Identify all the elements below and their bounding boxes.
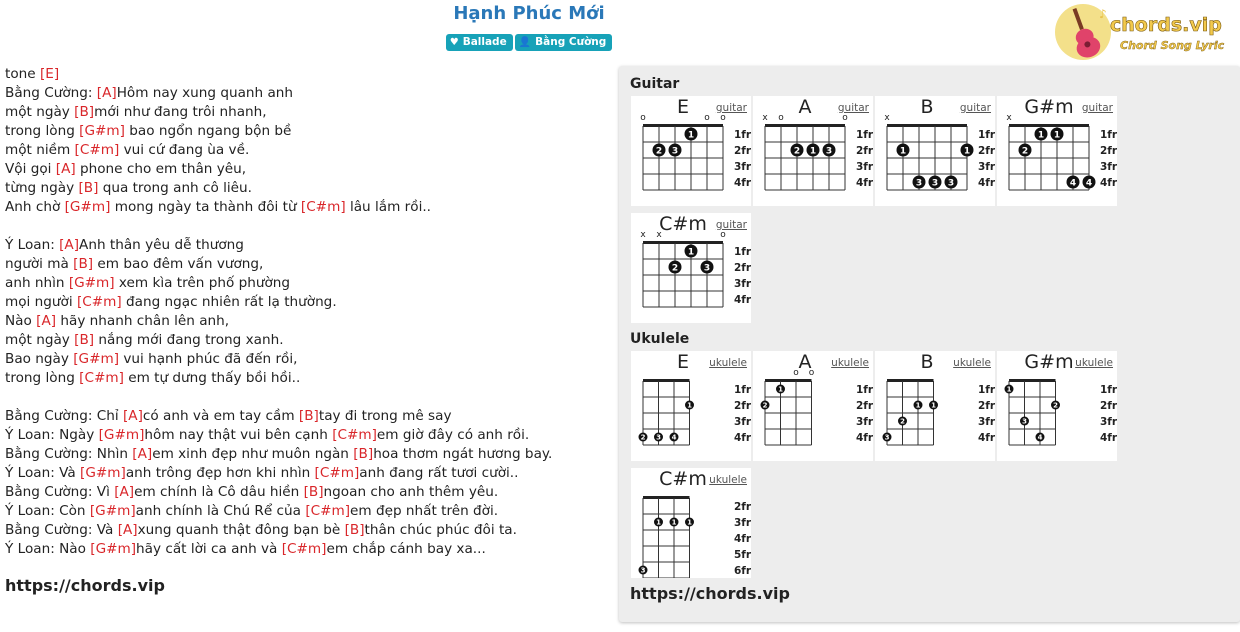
- lyric-text: lâu lắm rồi..: [345, 199, 431, 215]
- chord-link[interactable]: [C#m]: [332, 427, 377, 443]
- lyric-text: anh chính là Chú Rể của: [135, 503, 306, 519]
- lyric-text: em giờ đây có anh rồi.: [376, 427, 530, 443]
- chord-link[interactable]: [G#m]: [79, 123, 125, 139]
- chord-link[interactable]: [A]: [123, 408, 143, 424]
- lyric-text: em xinh đẹp như muôn ngàn: [152, 446, 354, 462]
- fret-label: 1fr: [734, 246, 751, 258]
- chord-link[interactable]: [B]: [78, 180, 99, 196]
- muted-string-mark: x: [762, 113, 768, 123]
- lyric-text: hãy nhanh chân lên anh,: [56, 313, 230, 329]
- chord-type-link[interactable]: guitar: [715, 219, 747, 231]
- guitar-chord-card[interactable]: [997, 96, 1117, 206]
- lyric-text: hôm nay thật vui bên cạnh: [144, 427, 333, 443]
- finger-number: 1: [656, 518, 661, 527]
- fret-label: 2fr: [856, 145, 873, 157]
- lyric-text: tone: [5, 66, 40, 82]
- fret-label: 2fr: [978, 145, 995, 157]
- lyric-text: trong lòng: [5, 123, 80, 139]
- lyric-line: [5, 217, 605, 236]
- lyric-text: Nào: [5, 313, 37, 329]
- lyric-line: [5, 274, 605, 293]
- fret-label: 1fr: [1100, 384, 1117, 396]
- chord-link[interactable]: [G#m]: [68, 275, 115, 291]
- finger-number: 2: [900, 417, 905, 426]
- open-string-mark: o: [704, 113, 710, 123]
- finger-number: 2: [1053, 401, 1058, 410]
- ukulele-chord-card[interactable]: [631, 351, 751, 461]
- chord-type-link[interactable]: guitar: [959, 102, 991, 114]
- chord-name: C#m: [659, 213, 707, 235]
- lyric-text: từng ngày: [5, 180, 79, 196]
- lyric-text: Bằng Cường: Nhìn: [5, 446, 133, 462]
- lyrics-body: [5, 65, 605, 559]
- lyric-text: em tự dưng thấy bồi hồi..: [123, 370, 301, 386]
- lyric-text: anh đang rất tươi cười..: [359, 465, 519, 481]
- finger-number: 3: [931, 178, 939, 189]
- fret-label: 3fr: [734, 517, 751, 529]
- lyric-line: [5, 141, 605, 160]
- fret-label: 1fr: [978, 129, 995, 141]
- site-logo[interactable]: [1054, 3, 1234, 61]
- chord-link[interactable]: [B]: [74, 332, 95, 348]
- nut: [887, 379, 934, 382]
- nut: [643, 124, 723, 127]
- open-string-mark: o: [720, 113, 726, 123]
- panel-site-url[interactable]: https://chords.vip: [630, 584, 790, 603]
- fret-label: 4fr: [734, 533, 751, 545]
- chord-link[interactable]: [A]: [96, 85, 117, 101]
- fret-label: 3fr: [734, 278, 751, 290]
- lyric-text: một ngày: [5, 332, 75, 348]
- chord-link[interactable]: [B]: [74, 104, 95, 120]
- chord-link[interactable]: [C#m]: [76, 294, 122, 310]
- chord-name: A: [798, 351, 812, 373]
- lyric-text: tay đi trong mê say: [318, 408, 452, 424]
- tag-list: [0, 34, 1058, 51]
- chord-type-link[interactable]: ukulele: [709, 357, 747, 369]
- fret-label: 4fr: [734, 294, 751, 306]
- fret-label: 4fr: [856, 432, 873, 444]
- finger-number: 3: [671, 146, 679, 157]
- lyrics-site-url[interactable]: https://chords.vip: [5, 576, 165, 595]
- ukulele-chord-card[interactable]: [875, 351, 995, 461]
- chord-link[interactable]: [B]: [303, 484, 324, 500]
- finger-number: 1: [687, 401, 692, 410]
- finger-number: 1: [778, 385, 783, 394]
- lyric-line: [5, 255, 605, 274]
- chord-link[interactable]: [B]: [344, 522, 365, 538]
- fret-label: 2fr: [734, 262, 751, 274]
- open-string-mark: o: [640, 113, 646, 123]
- finger-number: 1: [687, 247, 695, 258]
- lyric-text: đang ngạc nhiên rất lạ thường.: [121, 294, 337, 310]
- chord-link[interactable]: [G#m]: [90, 541, 137, 557]
- finger-number: 1: [899, 146, 907, 157]
- finger-number: 4: [1069, 178, 1077, 189]
- chord-type-link[interactable]: guitar: [1081, 102, 1113, 114]
- lyric-text: qua trong anh cô liêu.: [98, 180, 252, 196]
- chord-type-link[interactable]: guitar: [837, 102, 869, 114]
- finger-number: 1: [931, 401, 936, 410]
- lyric-line: [5, 293, 605, 312]
- fret-label: 4fr: [734, 177, 751, 189]
- tag-singer[interactable]: [515, 34, 613, 51]
- chord-link[interactable]: [G#m]: [64, 199, 111, 215]
- fret-label: 2fr: [856, 400, 873, 412]
- lyric-text: Hôm nay xung quanh anh: [116, 85, 294, 101]
- chord-type-link[interactable]: ukulele: [709, 474, 747, 486]
- chord-link[interactable]: [G#m]: [98, 427, 145, 443]
- finger-number: 1: [1006, 385, 1012, 394]
- lyric-text: vui cứ đang ùa về.: [119, 142, 250, 158]
- finger-number: 1: [671, 518, 677, 527]
- chord-name: A: [798, 96, 812, 118]
- lyric-line: [5, 464, 605, 483]
- finger-number: 2: [1021, 146, 1029, 157]
- fret-label: 3fr: [856, 416, 873, 428]
- fret-label: 6fr: [734, 565, 751, 577]
- lyric-text: vui hạnh phúc đã đến rồi,: [119, 351, 298, 367]
- finger-number: 3: [1022, 417, 1027, 426]
- lyric-text: em bao đêm vấn vương,: [93, 256, 264, 272]
- chord-link[interactable]: [C#m]: [300, 199, 346, 215]
- lyric-text: mọi người: [5, 294, 77, 310]
- fret-label: 1fr: [1100, 129, 1117, 141]
- lyric-line: [5, 84, 605, 103]
- lyric-text: Vội gọi: [5, 161, 56, 177]
- chord-link[interactable]: [G#m]: [73, 351, 120, 367]
- nut: [765, 379, 812, 382]
- lyric-text: Anh thân yêu dễ thương: [79, 237, 244, 253]
- guitar-heading: Guitar: [630, 76, 680, 92]
- finger-number: 3: [884, 433, 890, 442]
- lyric-line: [5, 236, 605, 255]
- lyric-line: [5, 369, 605, 388]
- fret-label: 3fr: [1100, 416, 1117, 428]
- fret-label: 2fr: [734, 501, 751, 513]
- finger-number: 2: [671, 263, 679, 274]
- lyric-text: bao ngổn ngang bộn bề: [124, 123, 292, 139]
- ukulele-chord-card[interactable]: [997, 351, 1117, 461]
- chord-link[interactable]: [A]: [132, 446, 153, 462]
- lyric-text: anh nhìn: [5, 275, 69, 291]
- chord-link[interactable]: [C#m]: [74, 142, 120, 158]
- lyric-text: em chính là Cô dâu hiền: [134, 484, 304, 500]
- fret-label: 1fr: [734, 384, 751, 396]
- chord-type-link[interactable]: ukulele: [1075, 357, 1113, 369]
- chord-type-link[interactable]: guitar: [715, 102, 747, 114]
- guitar-logo-icon: [1054, 3, 1234, 61]
- tag-genre-label: Ballade: [462, 36, 507, 48]
- lyric-text: một niềm: [5, 142, 75, 158]
- nut: [1009, 379, 1056, 382]
- lyric-line: [5, 426, 605, 445]
- lyric-text: mới như đang trôi nhanh,: [94, 104, 267, 120]
- nut: [643, 496, 690, 499]
- chord-link[interactable]: [B]: [73, 256, 94, 272]
- finger-number: 2: [762, 401, 768, 410]
- lyric-text: người mà: [5, 256, 74, 272]
- chord-name: E: [676, 351, 689, 373]
- lyric-text: có anh và em tay cầm: [142, 408, 299, 424]
- chord-link[interactable]: [C#m]: [314, 465, 360, 481]
- fret-label: 4fr: [1100, 432, 1117, 444]
- chord-link[interactable]: [B]: [298, 408, 319, 424]
- lyric-text: Ý Loan: Ngày: [5, 427, 99, 443]
- fret-label: 4fr: [978, 432, 995, 444]
- fret-label: 2fr: [1100, 145, 1117, 157]
- lyric-text: thân chúc phúc đôi ta.: [364, 522, 517, 538]
- nut: [887, 124, 967, 127]
- open-string-mark: o: [778, 113, 784, 123]
- lyric-text: Ý Loan: Còn: [5, 503, 90, 519]
- lyric-text: Ý Loan:: [5, 237, 60, 253]
- chord-type-link[interactable]: ukulele: [953, 357, 991, 369]
- fret-label: 2fr: [978, 400, 995, 412]
- ukulele-chord-card[interactable]: [631, 468, 751, 578]
- lyric-text: Bao ngày: [5, 351, 74, 367]
- lyric-line: [5, 312, 605, 331]
- fret-label: 3fr: [1100, 161, 1117, 173]
- lyric-line: [5, 350, 605, 369]
- finger-number: 4: [671, 433, 677, 442]
- lyric-text: em chắp cánh bay xa...: [326, 541, 486, 557]
- nut: [1009, 124, 1089, 127]
- chord-link[interactable]: [C#m]: [79, 370, 124, 386]
- lyric-text: trong lòng: [5, 370, 80, 386]
- svg-text:chords.vip: chords.vip: [1110, 14, 1222, 36]
- finger-number: 1: [809, 146, 817, 157]
- chord-link[interactable]: [G#m]: [89, 503, 136, 519]
- lyric-line: [5, 502, 605, 521]
- lyric-text: Anh chờ: [5, 199, 65, 215]
- guitar-chord-card[interactable]: [631, 213, 751, 323]
- chord-name: B: [920, 96, 934, 118]
- user-icon: 👤: [518, 37, 532, 48]
- guitar-chord-card[interactable]: [875, 96, 995, 206]
- fret-label: 1fr: [856, 384, 873, 396]
- finger-number: 1: [687, 518, 692, 527]
- lyric-line: [5, 540, 605, 559]
- open-string-mark: o: [808, 368, 815, 378]
- tag-singer-label: Bằng Cường: [535, 36, 607, 48]
- chord-link[interactable]: [A]: [36, 313, 57, 329]
- fret-label: 3fr: [856, 161, 873, 173]
- lyric-text: mong ngày ta thành đôi từ: [110, 199, 301, 215]
- chord-name: G#m: [1024, 96, 1074, 118]
- fret-label: 4fr: [1100, 177, 1117, 189]
- svg-text:Chord Song Lyric: Chord Song Lyric: [1120, 39, 1225, 52]
- lyric-line: [5, 445, 605, 464]
- fret-label: 4fr: [856, 177, 873, 189]
- lyric-text: anh trông đẹp hơn khi nhìn: [125, 465, 315, 481]
- fret-label: 5fr: [734, 549, 751, 561]
- lyric-text: Bằng Cường: Và: [5, 522, 118, 538]
- lyric-line: [5, 65, 605, 84]
- fret-label: 4fr: [734, 432, 751, 444]
- finger-number: 1: [1037, 130, 1045, 141]
- lyric-line: [5, 179, 605, 198]
- lyric-line: [5, 483, 605, 502]
- lyric-text: Bằng Cường: Chỉ: [5, 408, 123, 424]
- chord-name: B: [920, 351, 934, 373]
- chord-link[interactable]: [C#m]: [305, 503, 351, 519]
- nut: [643, 379, 690, 382]
- lyric-text: ngoan cho anh thêm yêu.: [323, 484, 499, 500]
- finger-number: 3: [947, 178, 955, 189]
- chord-link[interactable]: [A]: [59, 237, 80, 253]
- fret-label: 3fr: [978, 161, 995, 173]
- svg-text:♪: ♪: [1099, 7, 1107, 21]
- finger-number: 3: [825, 146, 833, 157]
- lyric-line: [5, 331, 605, 350]
- chord-link[interactable]: [E]: [39, 66, 60, 82]
- finger-number: 1: [963, 146, 971, 157]
- fret-label: 1fr: [734, 129, 751, 141]
- lyric-line: [5, 103, 605, 122]
- lyric-text: một ngày: [5, 104, 75, 120]
- finger-number: 1: [1053, 130, 1061, 141]
- chord-name: G#m: [1024, 351, 1074, 373]
- lyric-text: Bằng Cường: Vì: [5, 484, 115, 500]
- lyric-text: phone cho em thân yêu,: [75, 161, 247, 177]
- ukulele-chord-card[interactable]: [753, 351, 873, 461]
- lyric-text: hoa thơm ngát hương bay.: [373, 446, 553, 462]
- nut: [765, 124, 845, 127]
- muted-string-mark: x: [656, 230, 662, 240]
- finger-number: 2: [640, 433, 646, 442]
- lyric-line: [5, 198, 605, 217]
- fret-label: 4fr: [978, 177, 995, 189]
- chord-link[interactable]: [C#m]: [281, 541, 327, 557]
- lyric-line: [5, 521, 605, 540]
- finger-number: 4: [1037, 433, 1043, 442]
- muted-string-mark: x: [640, 230, 646, 240]
- guitar-chord-card[interactable]: [753, 96, 873, 206]
- lyric-line: [5, 160, 605, 179]
- lyric-text: Ý Loan: Và: [5, 465, 81, 481]
- tag-genre[interactable]: [446, 34, 513, 51]
- lyric-text: em đẹp nhất trên đời.: [350, 503, 499, 519]
- fret-label: 2fr: [1100, 400, 1117, 412]
- finger-number: 1: [915, 401, 921, 410]
- chord-link[interactable]: [A]: [114, 484, 135, 500]
- finger-number: 2: [793, 146, 801, 157]
- chord-type-link[interactable]: ukulele: [831, 357, 869, 369]
- finger-number: 2: [655, 146, 663, 157]
- finger-number: 1: [687, 130, 695, 141]
- lyric-line: [5, 388, 605, 407]
- open-string-mark: o: [720, 230, 726, 240]
- chord-name: E: [676, 96, 689, 118]
- lyric-line: [5, 407, 605, 426]
- finger-number: 4: [1085, 178, 1093, 189]
- heart-icon: ♥: [449, 37, 459, 48]
- fret-label: 2fr: [734, 145, 751, 157]
- finger-number: 3: [640, 566, 646, 575]
- lyric-text: xung quanh thật đông bạn bè: [137, 522, 345, 538]
- song-title: Hạnh Phúc Mới: [453, 3, 605, 24]
- chord-link[interactable]: [A]: [55, 161, 76, 177]
- lyric-text: nắng mới đang trong xanh.: [94, 332, 284, 348]
- guitar-chord-card[interactable]: [631, 96, 751, 206]
- lyric-line: [5, 122, 605, 141]
- chord-link[interactable]: [G#m]: [80, 465, 126, 481]
- nut: [643, 241, 723, 244]
- fret-label: 2fr: [734, 400, 751, 412]
- fret-label: 3fr: [978, 416, 995, 428]
- chord-link[interactable]: [B]: [353, 446, 374, 462]
- ukulele-heading: Ukulele: [630, 331, 690, 347]
- chord-panel: [619, 66, 1240, 622]
- lyric-text: xem kìa trên phố phường: [114, 275, 291, 291]
- finger-number: 3: [915, 178, 923, 189]
- open-string-mark: o: [793, 368, 799, 378]
- finger-number: 3: [656, 433, 661, 442]
- fret-label: 3fr: [734, 416, 751, 428]
- open-string-mark: o: [842, 113, 848, 123]
- fret-label: 3fr: [734, 161, 751, 173]
- chord-link[interactable]: [A]: [117, 522, 138, 538]
- lyric-text: Ý Loan: Nào: [5, 541, 91, 557]
- muted-string-mark: x: [1006, 113, 1012, 123]
- muted-string-mark: x: [884, 113, 890, 123]
- fret-label: 1fr: [856, 129, 873, 141]
- fret-label: 1fr: [978, 384, 995, 396]
- finger-number: 3: [703, 263, 711, 274]
- lyric-text: Bằng Cường:: [5, 85, 97, 101]
- lyric-text: hãy cất lời ca anh và: [136, 541, 282, 557]
- chord-name: C#m: [659, 468, 707, 490]
